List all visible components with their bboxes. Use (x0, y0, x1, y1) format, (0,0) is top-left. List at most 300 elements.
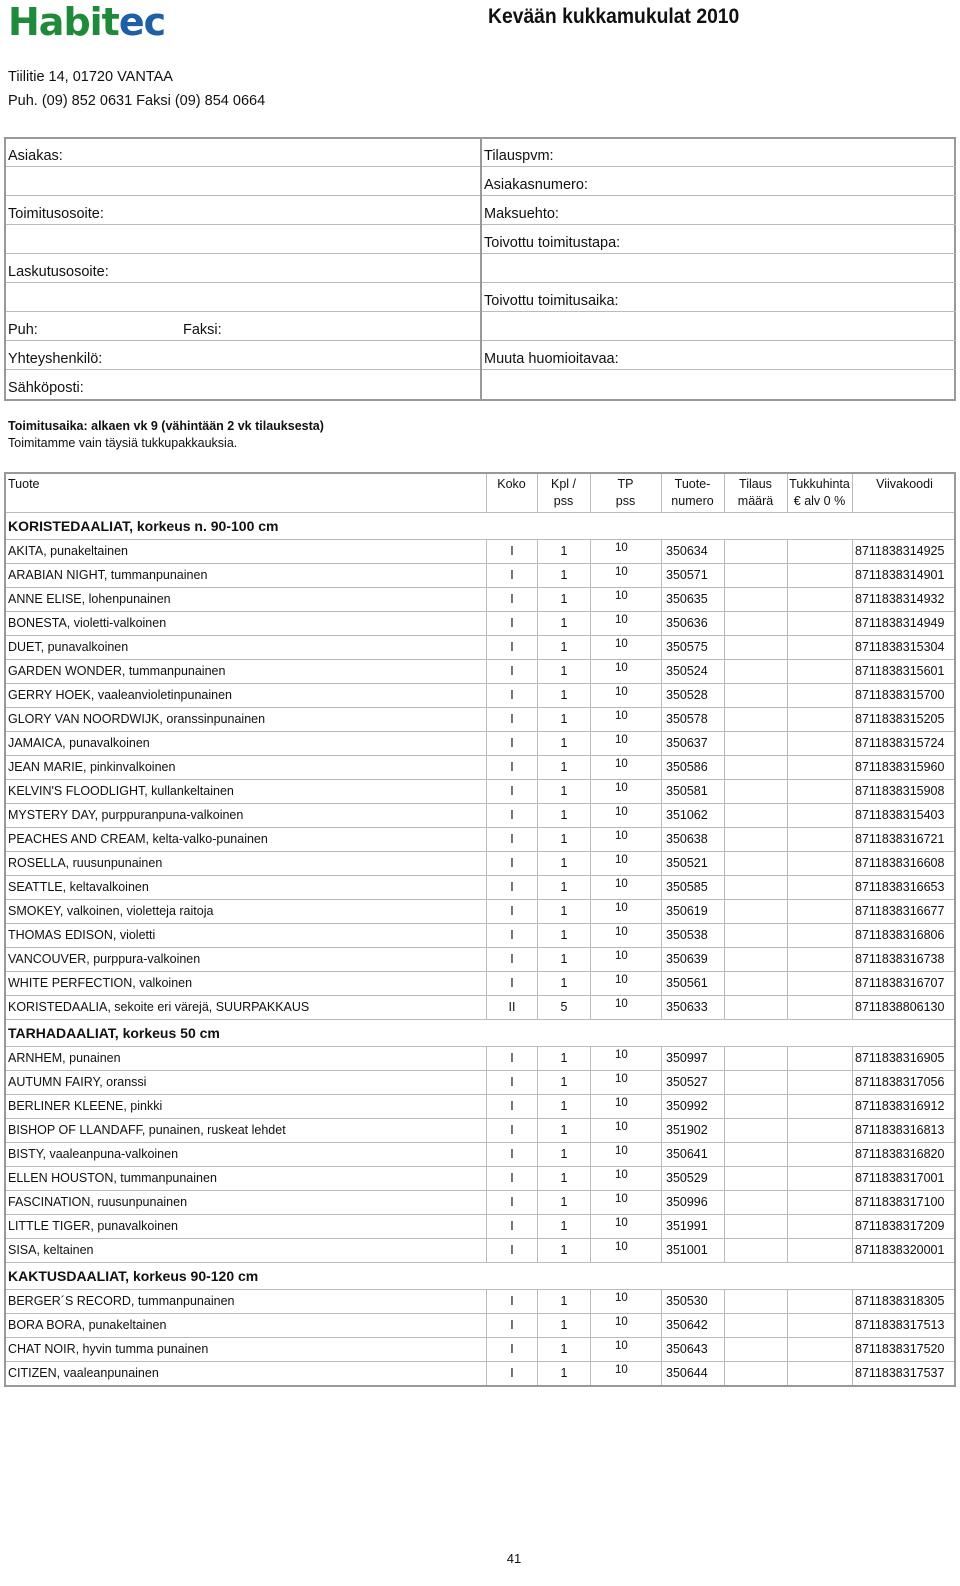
product-name: BONESTA, violetti-valkoinen (8, 616, 167, 630)
product-name: AUTUMN FAIRY, oranssi (8, 1075, 147, 1089)
label-toimitustapa: Toivottu toimitustapa: (484, 235, 621, 251)
product-pcs-per-bag: 1 (537, 660, 590, 683)
product-size: I (486, 1314, 537, 1337)
table-row (6, 924, 954, 948)
order-quantity-input[interactable] (724, 948, 787, 971)
product-number: 350575 (661, 636, 723, 659)
product-size: I (486, 1362, 537, 1385)
product-size: I (486, 828, 537, 851)
product-size: I (486, 564, 537, 587)
product-pcs-per-bag: 1 (537, 684, 590, 707)
wholesale-price (787, 1239, 852, 1262)
product-size: I (486, 924, 537, 947)
product-number: 350643 (661, 1338, 723, 1361)
product-number: 350638 (661, 828, 723, 851)
order-quantity-input[interactable] (724, 1314, 787, 1337)
col-koko: Koko (486, 474, 536, 512)
product-size: II (486, 996, 537, 1019)
order-quantity-input[interactable] (724, 612, 787, 635)
product-barcode: 8711838315205 (852, 708, 956, 731)
order-quantity-input[interactable] (724, 1215, 787, 1238)
product-bags-per-pack: 10 (590, 1239, 660, 1262)
product-name: BISHOP OF LLANDAFF, punainen, ruskeat lehdet (8, 1123, 286, 1137)
product-size: I (486, 684, 537, 707)
label-laskutusosoite: Laskutusosoite: (8, 264, 109, 280)
col-tuote: Tuote (8, 477, 40, 491)
table-row (6, 1119, 954, 1143)
product-pcs-per-bag: 1 (537, 732, 590, 755)
order-quantity-input[interactable] (724, 852, 787, 875)
product-bags-per-pack: 10 (590, 804, 660, 827)
wholesale-price (787, 708, 852, 731)
product-pcs-per-bag: 1 (537, 1167, 590, 1190)
product-name: LITTLE TIGER, punavalkoinen (8, 1219, 178, 1233)
product-pcs-per-bag: 1 (537, 612, 590, 635)
product-barcode: 8711838316813 (852, 1119, 956, 1142)
product-bags-per-pack: 10 (590, 1314, 660, 1337)
product-name: GLORY VAN NOORDWIJK, oranssinpunainen (8, 712, 266, 726)
product-pcs-per-bag: 1 (537, 828, 590, 851)
table-row (6, 636, 954, 660)
table-row (6, 1362, 954, 1385)
category-row (6, 513, 954, 540)
category-title: KAKTUSDAALIAT, korkeus 90-120 cm (8, 1268, 259, 1284)
product-name: PEACHES AND CREAM, kelta-valko-punainen (8, 832, 268, 846)
product-barcode: 8711838316721 (852, 828, 956, 851)
product-pcs-per-bag: 1 (537, 1095, 590, 1118)
order-quantity-input[interactable] (724, 1071, 787, 1094)
label-asiakasnumero: Asiakasnumero: (484, 177, 588, 193)
product-number: 350561 (661, 972, 723, 995)
form-divider (480, 139, 482, 399)
wholesale-price (787, 1215, 852, 1238)
product-barcode: 8711838315601 (852, 660, 956, 683)
product-pcs-per-bag: 1 (537, 852, 590, 875)
order-quantity-input[interactable] (724, 996, 787, 1019)
wholesale-price (787, 1191, 852, 1214)
order-quantity-input[interactable] (724, 588, 787, 611)
order-form-header (4, 137, 956, 401)
product-number: 350619 (661, 900, 723, 923)
table-row (6, 804, 954, 828)
wholesale-price (787, 732, 852, 755)
order-quantity-input[interactable] (724, 756, 787, 779)
product-number: 350642 (661, 1314, 723, 1337)
product-barcode: 8711838317537 (852, 1362, 956, 1385)
product-size: I (486, 732, 537, 755)
company-address: Tiilitie 14, 01720 VANTAA (8, 69, 173, 85)
product-bags-per-pack: 10 (590, 708, 660, 731)
product-bags-per-pack: 10 (590, 1290, 660, 1313)
product-size: I (486, 1095, 537, 1118)
habitec-logo (8, 0, 165, 44)
product-number: 350585 (661, 876, 723, 899)
wholesale-price (787, 1047, 852, 1070)
category-title: KORISTEDAALIAT, korkeus n. 90-100 cm (8, 518, 279, 534)
wholesale-price (787, 948, 852, 971)
product-pcs-per-bag: 1 (537, 1071, 590, 1094)
order-quantity-input[interactable] (724, 1143, 787, 1166)
product-barcode: 8711838316806 (852, 924, 956, 947)
product-barcode: 8711838314925 (852, 540, 956, 563)
wholesale-note: Toimitamme vain täysiä tukkupakkauksia. (8, 436, 238, 450)
product-barcode: 8711838316677 (852, 900, 956, 923)
table-row (6, 1338, 954, 1362)
product-number: 350636 (661, 612, 723, 635)
product-name: GARDEN WONDER, tummanpunainen (8, 664, 226, 678)
wholesale-price (787, 972, 852, 995)
product-pcs-per-bag: 1 (537, 1119, 590, 1142)
product-number: 350521 (661, 852, 723, 875)
product-pcs-per-bag: 1 (537, 1314, 590, 1337)
product-number: 350641 (661, 1143, 723, 1166)
wholesale-price (787, 1338, 852, 1361)
product-barcode: 8711838315960 (852, 756, 956, 779)
product-name: CHAT NOIR, hyvin tumma punainen (8, 1342, 209, 1356)
col-tp: TP pss (590, 474, 660, 512)
order-quantity-input[interactable] (724, 828, 787, 851)
product-size: I (486, 1290, 537, 1313)
product-number: 350637 (661, 732, 723, 755)
product-bags-per-pack: 10 (590, 636, 660, 659)
product-bags-per-pack: 10 (590, 1191, 660, 1214)
product-barcode: 8711838315908 (852, 780, 956, 803)
product-number: 350633 (661, 996, 723, 1019)
product-name: BISTY, vaaleanpuna-valkoinen (8, 1147, 179, 1161)
product-table (4, 472, 956, 1387)
col-viivakoodi: Viivakoodi (852, 474, 956, 512)
product-name: SISA, keltainen (8, 1243, 94, 1257)
table-row (6, 828, 954, 852)
order-quantity-input[interactable] (724, 1191, 787, 1214)
wholesale-price (787, 540, 852, 563)
table-row (6, 684, 954, 708)
product-size: I (486, 1047, 537, 1070)
label-maksuehto: Maksuehto: (484, 206, 559, 222)
product-name: VANCOUVER, purppura-valkoinen (8, 952, 201, 966)
product-number: 351902 (661, 1119, 723, 1142)
product-size: I (486, 780, 537, 803)
product-size: I (486, 900, 537, 923)
product-bags-per-pack: 10 (590, 948, 660, 971)
wholesale-price (787, 780, 852, 803)
product-pcs-per-bag: 1 (537, 1239, 590, 1262)
product-pcs-per-bag: 1 (537, 924, 590, 947)
product-barcode: 8711838320001 (852, 1239, 956, 1262)
product-name: BERLINER KLEENE, pinkki (8, 1099, 163, 1113)
label-asiakas: Asiakas: (8, 148, 63, 164)
product-bags-per-pack: 10 (590, 1095, 660, 1118)
order-quantity-input[interactable] (724, 1239, 787, 1262)
product-bags-per-pack: 10 (590, 972, 660, 995)
order-quantity-input[interactable] (724, 660, 787, 683)
product-pcs-per-bag: 1 (537, 1047, 590, 1070)
table-row (6, 1143, 954, 1167)
product-size: I (486, 1143, 537, 1166)
product-number: 350639 (661, 948, 723, 971)
product-pcs-per-bag: 1 (537, 876, 590, 899)
product-bags-per-pack: 10 (590, 1143, 660, 1166)
page-number: 41 (506, 1551, 522, 1566)
product-number: 350529 (661, 1167, 723, 1190)
product-number: 350530 (661, 1290, 723, 1313)
table-row (6, 1215, 954, 1239)
product-number: 350578 (661, 708, 723, 731)
category-row (6, 1263, 954, 1290)
product-size: I (486, 876, 537, 899)
table-row (6, 1095, 954, 1119)
order-quantity-input[interactable] (724, 684, 787, 707)
product-barcode: 8711838806130 (852, 996, 956, 1019)
table-row (6, 564, 954, 588)
table-row (6, 612, 954, 636)
product-number: 350586 (661, 756, 723, 779)
order-quantity-input[interactable] (724, 1362, 787, 1385)
product-number: 350634 (661, 540, 723, 563)
product-size: I (486, 1167, 537, 1190)
table-row (6, 996, 954, 1020)
logo-text-blue: ec (118, 0, 166, 44)
product-number: 351001 (661, 1239, 723, 1262)
order-quantity-input[interactable] (724, 564, 787, 587)
label-faksi: Faksi: (183, 322, 222, 338)
table-row (6, 1290, 954, 1314)
order-quantity-input[interactable] (724, 972, 787, 995)
order-quantity-input[interactable] (724, 780, 787, 803)
product-size: I (486, 852, 537, 875)
product-name: KORISTEDAALIA, sekoite eri värejä, SUURPAKKAUS (8, 1000, 310, 1014)
wholesale-price (787, 900, 852, 923)
product-barcode: 8711838317513 (852, 1314, 956, 1337)
product-size: I (486, 948, 537, 971)
product-bags-per-pack: 10 (590, 564, 660, 587)
product-bags-per-pack: 10 (590, 876, 660, 899)
order-quantity-input[interactable] (724, 636, 787, 659)
product-number: 350524 (661, 660, 723, 683)
table-row (6, 1191, 954, 1215)
product-bags-per-pack: 10 (590, 684, 660, 707)
product-size: I (486, 1239, 537, 1262)
product-size: I (486, 1215, 537, 1238)
order-quantity-input[interactable] (724, 1290, 787, 1313)
delivery-note: Toimitusaika: alkaen vk 9 (vähintään 2 vk tilauksesta) (8, 419, 324, 433)
product-pcs-per-bag: 1 (537, 1290, 590, 1313)
order-quantity-input[interactable] (724, 900, 787, 923)
product-barcode: 8711838315403 (852, 804, 956, 827)
product-pcs-per-bag: 1 (537, 1338, 590, 1361)
order-quantity-input[interactable] (724, 708, 787, 731)
product-bags-per-pack: 10 (590, 732, 660, 755)
wholesale-price (787, 804, 852, 827)
order-quantity-input[interactable] (724, 924, 787, 947)
product-number: 351062 (661, 804, 723, 827)
product-name: JEAN MARIE, pinkinvalkoinen (8, 760, 176, 774)
wholesale-price (787, 828, 852, 851)
product-bags-per-pack: 10 (590, 924, 660, 947)
product-name: ARABIAN NIGHT, tummanpunainen (8, 568, 208, 582)
product-pcs-per-bag: 1 (537, 564, 590, 587)
wholesale-price (787, 588, 852, 611)
col-tukkuhinta: Tukkuhinta € alv 0 % (787, 474, 851, 512)
table-row (6, 732, 954, 756)
product-barcode: 8711838315724 (852, 732, 956, 755)
product-bags-per-pack: 10 (590, 1362, 660, 1385)
product-barcode: 8711838317209 (852, 1215, 956, 1238)
wholesale-price (787, 756, 852, 779)
product-bags-per-pack: 10 (590, 660, 660, 683)
product-bags-per-pack: 10 (590, 852, 660, 875)
order-quantity-input[interactable] (724, 1047, 787, 1070)
product-bags-per-pack: 10 (590, 1071, 660, 1094)
wholesale-price (787, 1314, 852, 1337)
wholesale-price (787, 612, 852, 635)
product-barcode: 8711838316738 (852, 948, 956, 971)
wholesale-price (787, 852, 852, 875)
product-pcs-per-bag: 1 (537, 708, 590, 731)
product-size: I (486, 1338, 537, 1361)
wholesale-price (787, 1095, 852, 1118)
product-name: CITIZEN, vaaleanpunainen (8, 1366, 159, 1380)
product-barcode: 8711838316653 (852, 876, 956, 899)
wholesale-price (787, 1290, 852, 1313)
product-name: ELLEN HOUSTON, tummanpunainen (8, 1171, 217, 1185)
product-size: I (486, 588, 537, 611)
product-pcs-per-bag: 1 (537, 948, 590, 971)
product-barcode: 8711838317100 (852, 1191, 956, 1214)
table-row (6, 660, 954, 684)
order-quantity-input[interactable] (724, 540, 787, 563)
wholesale-price (787, 564, 852, 587)
table-row (6, 780, 954, 804)
product-name: JAMAICA, punavalkoinen (8, 736, 150, 750)
product-barcode: 8711838317056 (852, 1071, 956, 1094)
product-size: I (486, 612, 537, 635)
wholesale-price (787, 1167, 852, 1190)
product-pcs-per-bag: 1 (537, 540, 590, 563)
label-yhteyshenkilo: Yhteyshenkilö: (8, 351, 103, 367)
product-barcode: 8711838314901 (852, 564, 956, 587)
product-barcode: 8711838316912 (852, 1095, 956, 1118)
product-bags-per-pack: 10 (590, 780, 660, 803)
product-name: ROSELLA, ruusunpunainen (8, 856, 163, 870)
category-row (6, 1020, 954, 1047)
product-number: 351991 (661, 1215, 723, 1238)
product-bags-per-pack: 10 (590, 612, 660, 635)
product-pcs-per-bag: 1 (537, 780, 590, 803)
product-size: I (486, 804, 537, 827)
company-phone: Puh. (09) 852 0631 Faksi (09) 854 0664 (8, 93, 266, 109)
product-size: I (486, 1191, 537, 1214)
product-number: 350644 (661, 1362, 723, 1385)
product-name: GERRY HOEK, vaaleanvioletinpunainen (8, 688, 232, 702)
table-row (6, 1167, 954, 1191)
product-name: FASCINATION, ruusunpunainen (8, 1195, 188, 1209)
product-bags-per-pack: 10 (590, 588, 660, 611)
col-kpl: Kpl / pss (537, 474, 589, 512)
col-tilausmaara: Tilaus määrä (724, 474, 786, 512)
product-size: I (486, 756, 537, 779)
table-row (6, 708, 954, 732)
product-size: I (486, 972, 537, 995)
table-row (6, 1047, 954, 1071)
table-row (6, 756, 954, 780)
product-pcs-per-bag: 1 (537, 1215, 590, 1238)
product-barcode: 8711838316905 (852, 1047, 956, 1070)
order-quantity-input[interactable] (724, 1119, 787, 1142)
product-pcs-per-bag: 1 (537, 1143, 590, 1166)
product-pcs-per-bag: 1 (537, 972, 590, 995)
product-bags-per-pack: 10 (590, 1167, 660, 1190)
wholesale-price (787, 684, 852, 707)
product-number: 350538 (661, 924, 723, 947)
product-number: 350992 (661, 1095, 723, 1118)
product-bags-per-pack: 10 (590, 1338, 660, 1361)
order-quantity-input[interactable] (724, 804, 787, 827)
table-row (6, 1314, 954, 1338)
order-quantity-input[interactable] (724, 1167, 787, 1190)
order-quantity-input[interactable] (724, 876, 787, 899)
product-name: WHITE PERFECTION, valkoinen (8, 976, 193, 990)
product-number: 350528 (661, 684, 723, 707)
product-bags-per-pack: 10 (590, 1119, 660, 1142)
table-row (6, 1071, 954, 1095)
product-size: I (486, 1071, 537, 1094)
table-row (6, 588, 954, 612)
label-tilauspvm: Tilauspvm: (484, 148, 554, 164)
product-bags-per-pack: 10 (590, 756, 660, 779)
wholesale-price (787, 1143, 852, 1166)
product-size: I (486, 660, 537, 683)
table-row (6, 540, 954, 564)
product-bags-per-pack: 10 (590, 996, 660, 1019)
product-name: SMOKEY, valkoinen, violetteja raitoja (8, 904, 214, 918)
product-size: I (486, 636, 537, 659)
product-name: BORA BORA, punakeltainen (8, 1318, 167, 1332)
product-number: 350997 (661, 1047, 723, 1070)
wholesale-price (787, 996, 852, 1019)
order-quantity-input[interactable] (724, 732, 787, 755)
product-name: DUET, punavalkoinen (8, 640, 129, 654)
product-barcode: 8711838315700 (852, 684, 956, 707)
wholesale-price (787, 660, 852, 683)
wholesale-price (787, 876, 852, 899)
product-size: I (486, 708, 537, 731)
product-name: ANNE ELISE, lohenpunainen (8, 592, 171, 606)
product-barcode: 8711838316707 (852, 972, 956, 995)
table-row (6, 900, 954, 924)
order-quantity-input[interactable] (724, 1338, 787, 1361)
product-barcode: 8711838317001 (852, 1167, 956, 1190)
wholesale-price (787, 636, 852, 659)
wholesale-price (787, 1362, 852, 1385)
product-barcode: 8711838315304 (852, 636, 956, 659)
order-quantity-input[interactable] (724, 1095, 787, 1118)
product-name: SEATTLE, keltavalkoinen (8, 880, 149, 894)
table-row (6, 972, 954, 996)
product-name: AKITA, punakeltainen (8, 544, 128, 558)
product-barcode: 8711838318305 (852, 1290, 956, 1313)
document-title: Kevään kukkamukulat 2010 (488, 5, 740, 28)
label-toimitusosoite: Toimitusosoite: (8, 206, 104, 222)
product-barcode: 8711838317520 (852, 1338, 956, 1361)
product-barcode: 8711838314949 (852, 612, 956, 635)
product-pcs-per-bag: 1 (537, 1191, 590, 1214)
product-bags-per-pack: 10 (590, 828, 660, 851)
product-name: MYSTERY DAY, purppuranpuna-valkoinen (8, 808, 244, 822)
product-size: I (486, 1119, 537, 1142)
logo-text-green: Habit (8, 0, 119, 44)
product-number: 350996 (661, 1191, 723, 1214)
